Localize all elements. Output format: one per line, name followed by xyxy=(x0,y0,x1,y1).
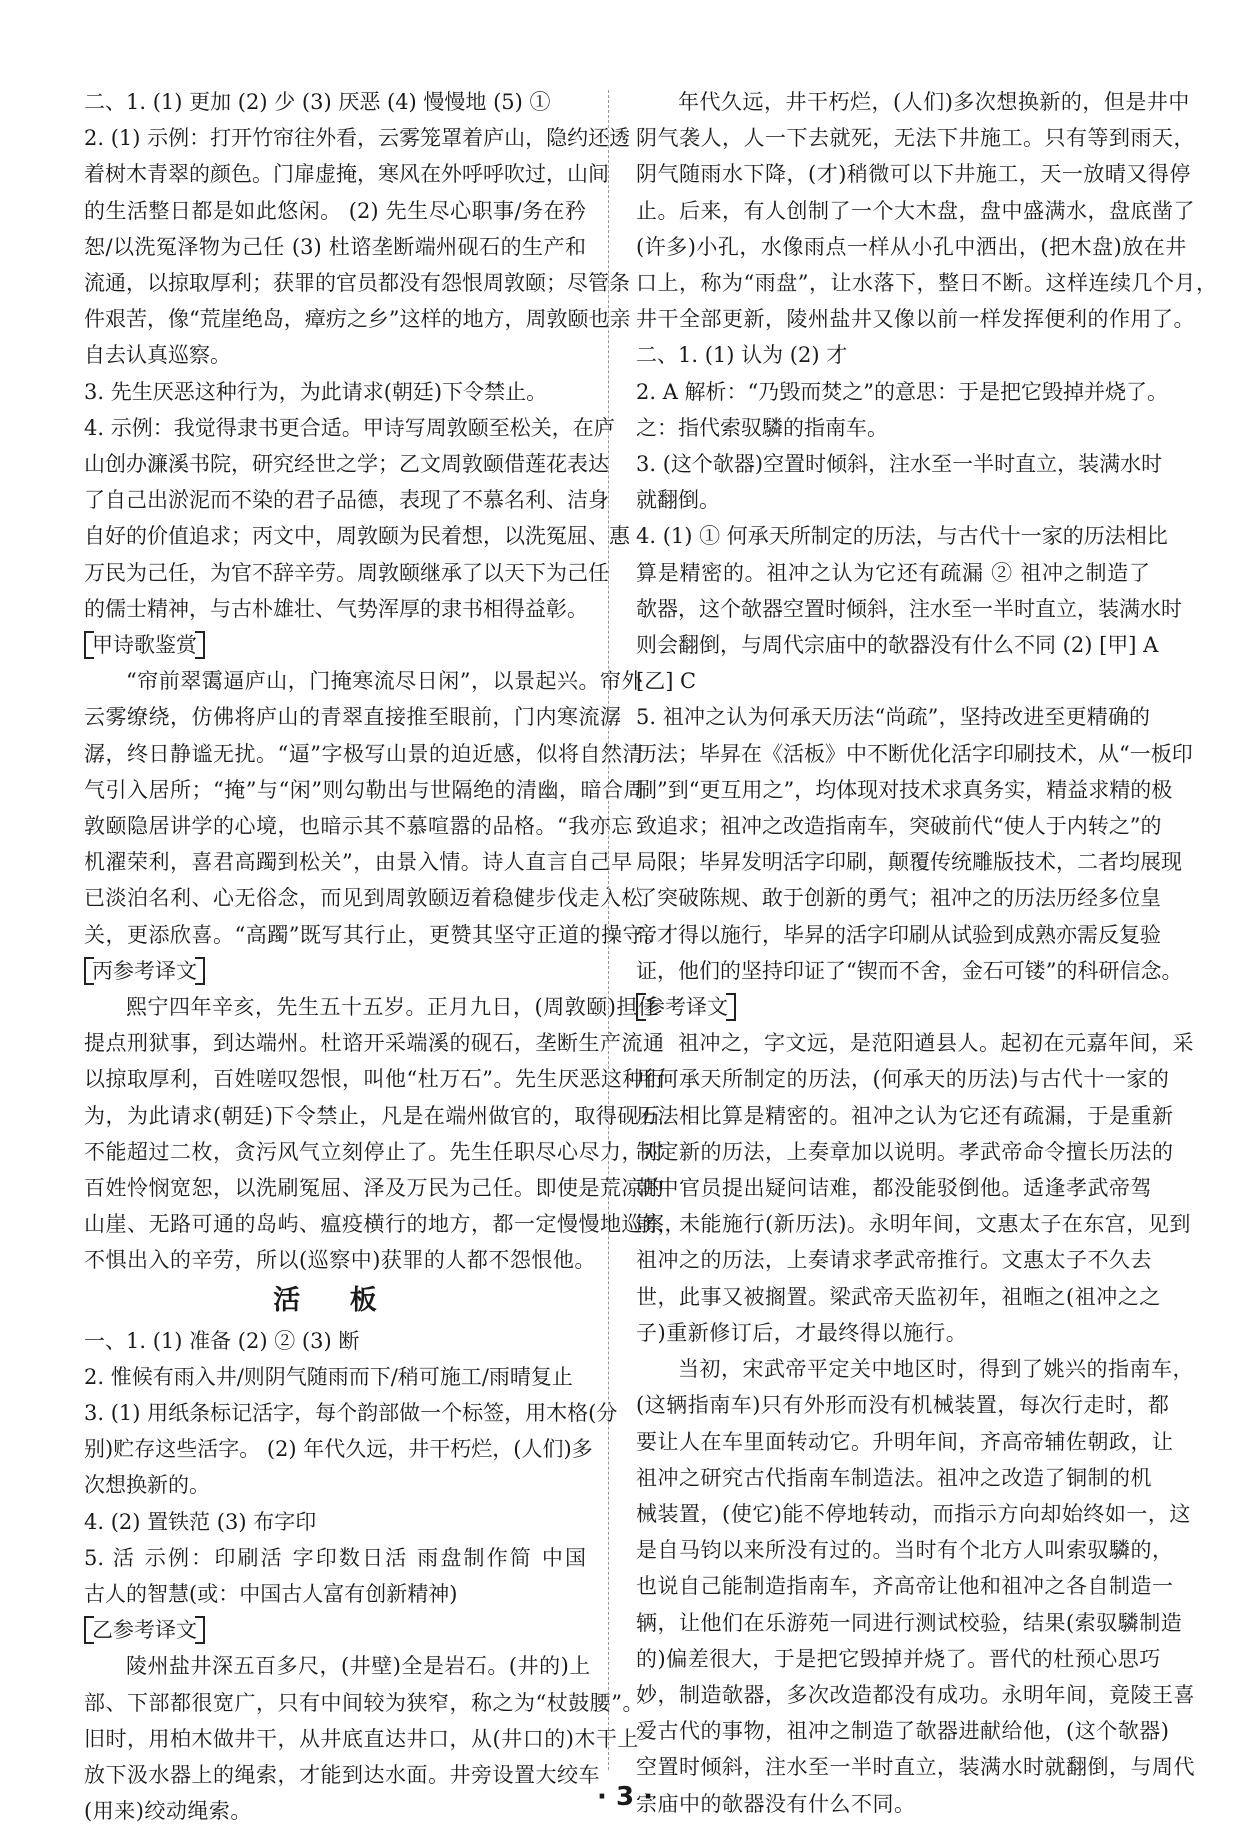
text-line: 件艰苦，像“荒崖绝岛，瘴疠之乡”这样的地方，周敦颐也亲 xyxy=(84,307,631,332)
text-line: 自好的价值追求；丙文中，周敦颐为民着想，以洗冤屈、惠 xyxy=(84,524,630,549)
section-label xyxy=(84,1612,586,1648)
section-label xyxy=(636,989,1150,1025)
text-line: 陵州盐井深五百多尺，(井壁)全是岩石。(井的)上 xyxy=(126,1654,591,1679)
text-line: 子)重新修订后，才最终得以施行。 xyxy=(636,1320,968,1345)
text-line: 口上，称为“雨盘”，让水落下，整日不断。这样连续几个月， xyxy=(636,271,1218,296)
text-line: 为，为此请求(朝廷)下令禁止，凡是在端州做官的，取得砚石 xyxy=(84,1103,661,1128)
text-line: 祖冲之，字文远，是范阳遒县人。起初在元嘉年间，采 xyxy=(678,1031,1194,1056)
text-line: [乙] C xyxy=(636,669,697,694)
text-line: 放下汲水器上的绳索，才能到达水面。井旁设置大绞车 xyxy=(84,1763,600,1788)
section-title: 活 板 xyxy=(273,1284,397,1316)
text-line: 了突破陈规、敢于创新的勇气；祖冲之的历法历经多位皇 xyxy=(636,886,1161,911)
text-line: 宗庙中的欹器没有什么不同。 xyxy=(636,1791,916,1816)
text-line: (许多)小孔，水像雨点一样从小孔中洒出，(把木盘)放在井 xyxy=(636,234,1187,259)
text-line: 关，更添欣喜。“高躅”既写其行止，更赞其坚守正道的操守。 xyxy=(84,922,666,947)
text-line: 气引入居所；“掩”与“闲”则勾勒出与世隔绝的清幽，暗合周 xyxy=(84,777,645,802)
text-line: 已淡泊名利、心无俗念，而见到周敦颐迈着稳健步伐走入松 xyxy=(84,886,643,911)
text-line: 要让人在车里面转动它。升明年间，齐高帝辅佐朝政，让 xyxy=(636,1429,1174,1454)
text-line: 止。后来，有人创制了一个大木盘，盘中盛满水，盘底凿了 xyxy=(636,198,1195,223)
text-line: 朝中官员提出疑问诘难，都没能驳倒他。适逢孝武帝驾 xyxy=(636,1176,1152,1201)
section-label-text: 丙参考译文 xyxy=(84,957,205,985)
text-line: 二、1. (1) 更加 (2) 少 (3) 厌恶 (4) 慢慢地 (5) ① xyxy=(84,90,551,114)
section-label-text: 乙参考译文 xyxy=(84,1616,205,1644)
text-line: 祖冲之研究古代指南车制造法。祖冲之改造了铜制的机 xyxy=(636,1465,1152,1490)
text-line: 3. (1) 用纸条标记活字，每个韵部做一个标签，用木格(分 xyxy=(84,1401,618,1426)
text-line: 阴气袭人，人一下去就死，无法下井施工。只有等到雨天， xyxy=(636,126,1195,151)
text-line: 古人的智慧(或：中国古人富有创新精神) xyxy=(84,1582,458,1607)
text-line: 以掠取厚利，百姓嗟叹怨恨，叫他“杜万石”。先生厌恶这种行 xyxy=(84,1067,666,1092)
text-line: 的)偏差很大，于是把它毁掉并烧了。晋代的杜预心思巧 xyxy=(636,1646,1161,1671)
text-line: 崩，未能施行(新历法)。永明年间，文惠太子在东宫，见到 xyxy=(636,1212,1191,1237)
text-line: 2. A 解析：“乃毁而焚之”的意思：于是把它毁掉并烧了。 xyxy=(636,379,1169,404)
text-line: 祖冲之的历法，上奏请求孝武帝推行。文惠太子不久去 xyxy=(636,1248,1152,1273)
section-label xyxy=(84,627,586,663)
column-divider xyxy=(608,90,609,1770)
text-line: 制定新的历法，上奏章加以说明。孝武帝命令擅长历法的 xyxy=(636,1139,1174,1164)
text-line: 爱古代的事物，祖冲之制造了欹器进献给他，(这个欹器) xyxy=(636,1719,1170,1744)
text-line: 二、1. (1) 认为 (2) 才 xyxy=(636,343,848,368)
text-line: 局限；毕昇发明活字印刷，颠覆传统雕版技术，二者均展现 xyxy=(636,850,1182,875)
text-line: 当初，宋武帝平定关中地区时，得到了姚兴的指南车， xyxy=(678,1357,1194,1382)
text-line: 旧时，用柏木做井干，从井底直达井口，从(井口的)木干上 xyxy=(84,1726,639,1751)
text-line: 提点刑狱事，到达端州。杜谘开采端溪的砚石，垄断生产流通 xyxy=(84,1031,665,1056)
text-line: 5. 祖冲之认为何承天历法“尚疏”，坚持改进至更精确的 xyxy=(636,705,1150,730)
text-line: 械装置，(使它)能不停地转动，而指示方向却始终如一，这 xyxy=(636,1501,1191,1526)
text-line: 万民为己任，为官不辞辛劳。周敦颐继承了以天下为己任 xyxy=(84,560,609,585)
text-line: 也说自己能制造指南车，齐高帝让他和祖冲之各自制造一 xyxy=(636,1574,1174,1599)
page-number: · 3 · xyxy=(597,1782,653,1812)
text-line: 就翻倒。 xyxy=(636,488,720,513)
text-line: 之：指代索驭驎的指南车。 xyxy=(636,415,888,440)
text-line: 刷”到“更互用之”，均体现对技术求真务实，精益求精的极 xyxy=(636,777,1173,802)
text-line: 百姓怜悯宽恕，以洗刷冤屈、泽及万民为己任。即使是荒凉的 xyxy=(84,1176,665,1201)
text-line: 云雾缭绕，仿佛将庐山的青翠直接推至眼前，门内寒流潺 xyxy=(84,705,622,730)
text-line: 一、1. (1) 准备 (2) ② (3) 断 xyxy=(84,1328,360,1353)
section-label xyxy=(84,953,586,989)
text-line: 山创办濂溪书院，研究经世之学；乙文周敦颐借莲花表达 xyxy=(84,452,609,477)
text-line: 2. 惟候有雨入井/则阴气随雨而下/稍可施工/雨晴复止 xyxy=(84,1364,573,1389)
text-line: 敦颐隐居讲学的心境，也暗示其不慕喧嚣的品格。“我亦忘 xyxy=(84,814,633,839)
text-line: 山崖、无路可通的岛屿、瘟疫横行的地方，都一定慢慢地巡察， xyxy=(84,1212,686,1237)
text-line: 4. 示例：我觉得隶书更合适。甲诗写周敦颐至松关，在庐 xyxy=(84,415,615,440)
text-line: 则会翻倒，与周代宗庙中的欹器没有什么不同 (2) [甲] A xyxy=(636,633,1159,658)
text-line: 3. 先生厌恶这种行为，为此请求(朝廷)下令禁止。 xyxy=(84,379,548,404)
text-line: 机濯荣利，喜君高躅到松关”，由景入情。诗人直言自己早 xyxy=(84,850,633,875)
text-line: 妙，制造欹器，多次改造都没有成功。永明年间，竟陵王喜 xyxy=(636,1682,1195,1707)
text-line: 5. 活 示例：印刷活 字印数日活 雨盘制作简 中国 xyxy=(84,1545,586,1570)
text-line: 是自马钧以来所没有过的。当时有个北方人叫索驭驎的， xyxy=(636,1538,1174,1563)
text-line: 辆，让他们在乐游苑一同进行测试校验，结果(索驭驎制造 xyxy=(636,1610,1183,1635)
text-line: 用何承天所制定的历法，(何承天的历法)与古代十一家的 xyxy=(636,1067,1170,1092)
text-line: 历法相比算是精密的。祖冲之认为它还有疏漏，于是重新 xyxy=(636,1103,1174,1128)
text-line: 了自己出淤泥而不染的君子品德，表现了不慕名利、洁身 xyxy=(84,488,609,513)
text-line: 次想换新的。 xyxy=(84,1473,210,1498)
text-line: 4. (2) 置铁范 (3) 布字印 xyxy=(84,1509,317,1534)
text-line: 井干全部更新，陵州盐井又像以前一样发挥便利的作用了。 xyxy=(636,307,1195,332)
section-label-text: 参考译文 xyxy=(636,993,736,1021)
text-line: 的儒士精神，与古朴雄壮、气势浑厚的隶书相得益彰。 xyxy=(84,596,588,621)
text-line: 2. (1) 示例：打开竹帘往外看，云雾笼罩着庐山，隐约还透 xyxy=(84,126,631,151)
text-line: 阴气随雨水下降，(才)稍微可以下井施工，天一放晴又得停 xyxy=(636,162,1191,187)
text-line: 别)贮存这些活字。 (2) 年代久远，井干朽烂，(人们)多 xyxy=(84,1437,593,1462)
text-line: 致追求；祖冲之改造指南车，突破前代“使人于内转之”的 xyxy=(636,814,1162,839)
text-line: (这辆指南车)只有外形而没有机械装置，每次行走时，都 xyxy=(636,1393,1170,1418)
text-line: 的生活整日都是如此悠闲。 (2) 先生尽心职事/务在矜 xyxy=(84,198,586,223)
text-line: 着树木青翠的颜色。门扉虚掩，寒风在外呼呼吹过，山间 xyxy=(84,162,609,187)
text-line: 空置时倾斜，注水至一半时直立，装满水时就翻倒，与周代 xyxy=(636,1755,1195,1780)
text-line: 3. (这个欹器)空置时倾斜，注水至一半时直立，装满水时 xyxy=(636,452,1163,477)
text-line: 算是精密的。祖冲之认为它还有疏漏 ② 祖冲之制造了 xyxy=(636,560,1150,585)
text-line: “帘前翠霭逼庐山，门掩寒流尽日闲”，以景起兴。帘外 xyxy=(126,669,643,694)
text-line: 潺，终日静谧无扰。“逼”字极写山景的迫近感，似将自然清 xyxy=(84,741,644,766)
text-line: 世，此事又被搁置。梁武帝天监初年，祖暅之(祖冲之之 xyxy=(636,1284,1161,1309)
text-line: 流通，以掠取厚利；获罪的官员都没有怨恨周敦颐；尽管条 xyxy=(84,271,630,296)
text-line: 4. (1) ① 何承天所制定的历法，与古代十一家的历法相比 xyxy=(636,524,1168,549)
text-line: 年代久远，井干朽烂，(人们)多次想换新的，但是井中 xyxy=(678,90,1190,114)
section-label-text: 甲诗歌鉴赏 xyxy=(84,631,205,659)
text-line: 部、下部都很宽广，只有中间较为狭窄，称之为“杖鼓腰”。 xyxy=(84,1690,644,1715)
text-line: 熙宁四年辛亥，先生五十五岁。正月九日，(周敦颐)担任 xyxy=(126,995,660,1020)
right-column xyxy=(636,84,1218,1822)
text-line: 恕/以洗冤泽物为己任 (3) 杜谘垄断端州砚石的生产和 xyxy=(84,234,586,259)
text-line: (用来)绞动绳索。 xyxy=(84,1799,252,1824)
text-line: 不惧出入的辛劳，所以(巡察中)获罪的人都不怨恨他。 xyxy=(84,1248,596,1273)
text-line: 自去认真巡察。 xyxy=(84,343,231,368)
text-line: 不能超过二枚，贪污风气立刻停止了。先生任职尽心尽力，对 xyxy=(84,1139,665,1164)
text-line: 证，他们的坚持印证了“锲而不舍，金石可镂”的科研信念。 xyxy=(636,958,1183,983)
text-line: 历法；毕昇在《活板》中不断优化活字印刷技术，从“一板印 xyxy=(636,741,1193,766)
text-line: 帝才得以施行，毕昇的活字印刷从试验到成熟亦需反复验 xyxy=(636,922,1161,947)
text-line: 欹器，这个欹器空置时倾斜，注水至一半时直立，装满水时 xyxy=(636,596,1182,621)
